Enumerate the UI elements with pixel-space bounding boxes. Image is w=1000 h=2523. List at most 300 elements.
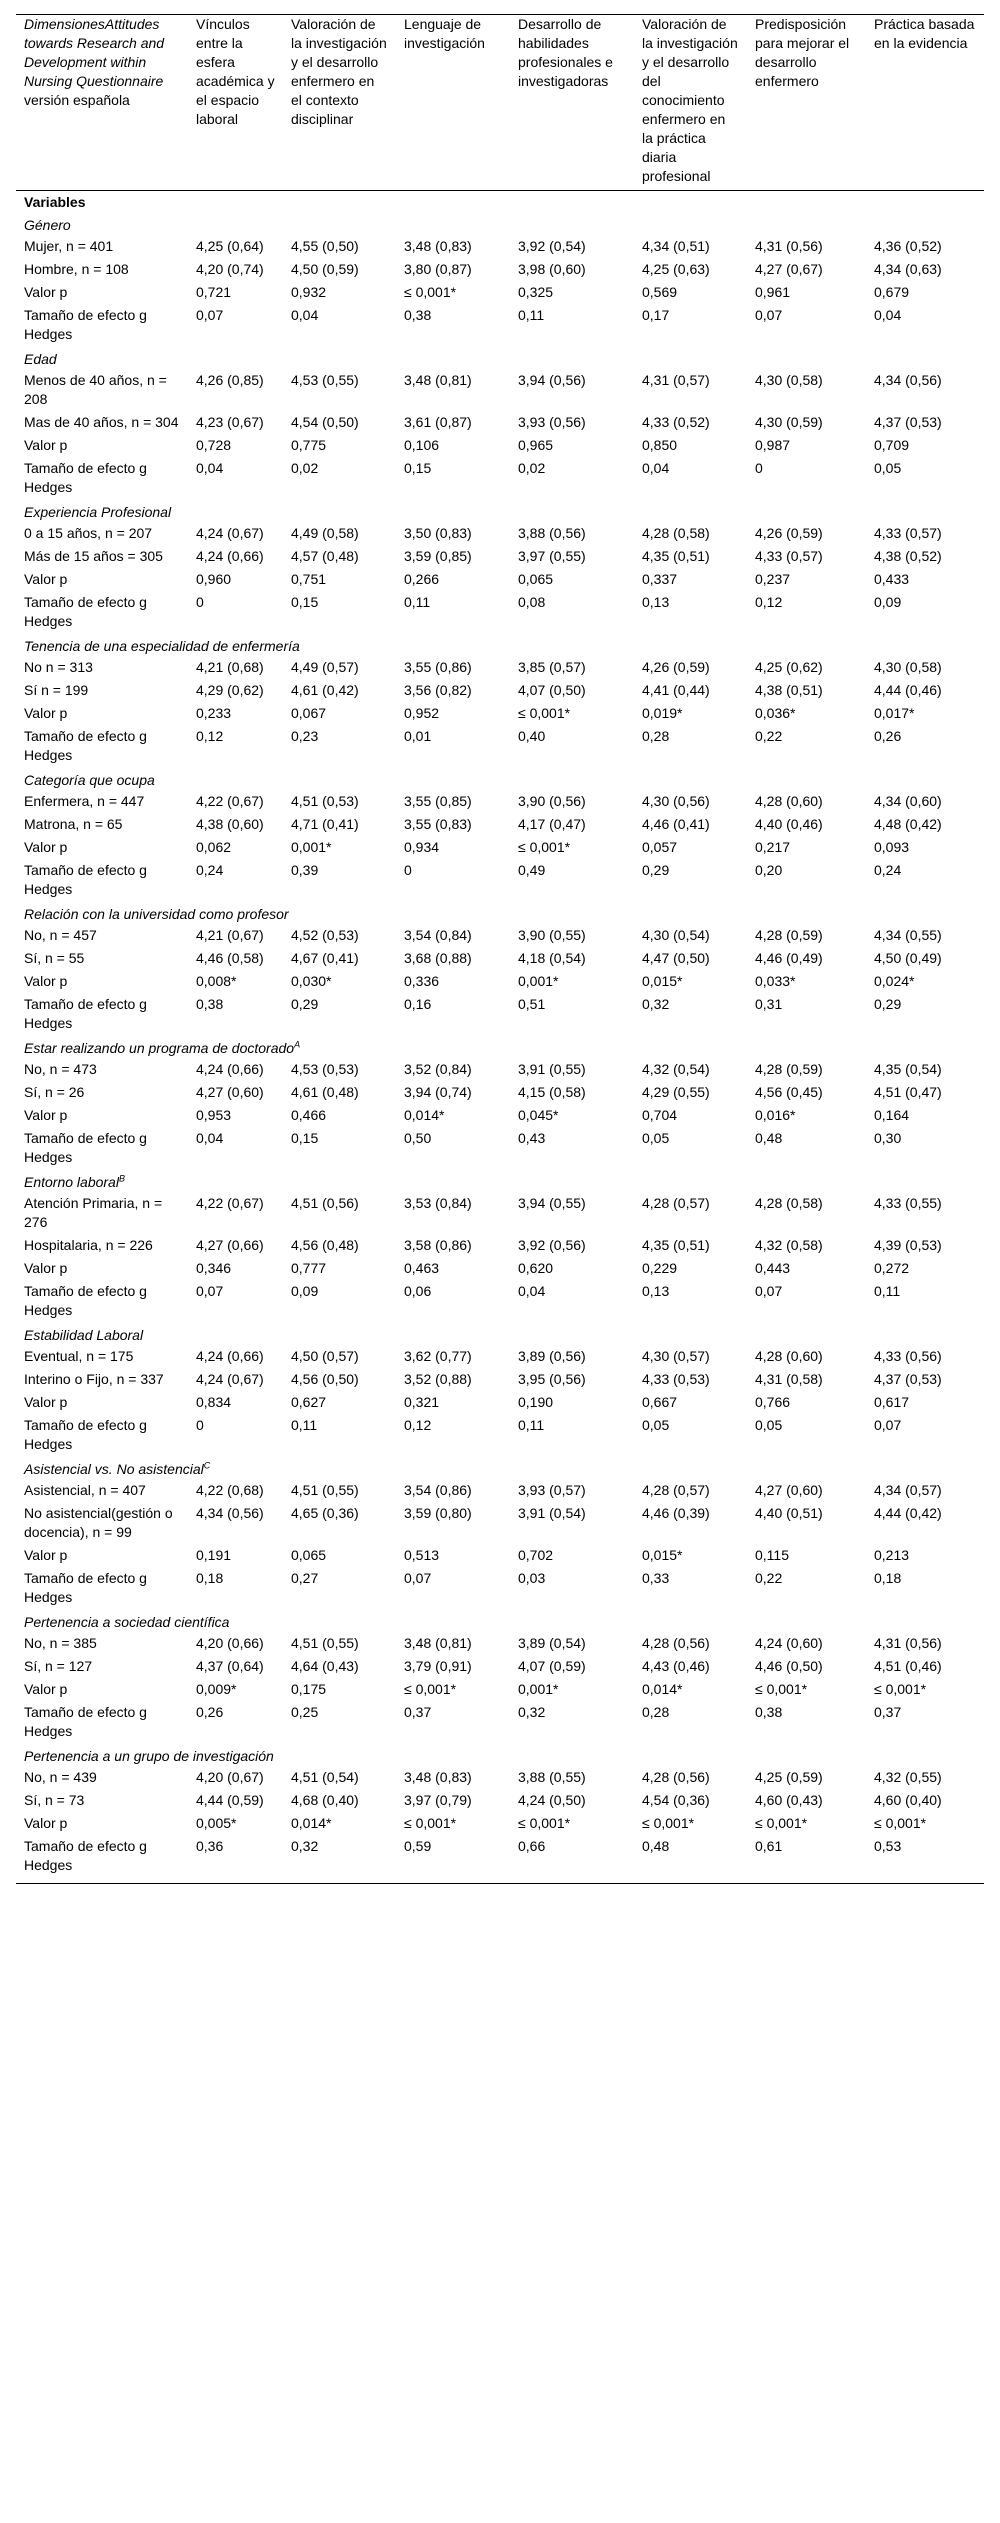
group-title: Categoría que ocupa — [24, 772, 155, 788]
table-cell: ≤ 0,001* — [518, 705, 571, 721]
table-cell: 3,54 (0,84) — [404, 927, 472, 943]
table-cell: 4,28 (0,59) — [755, 1061, 823, 1077]
table-cell: 0,02 — [291, 460, 319, 476]
table-cell: 0,024* — [874, 973, 915, 989]
table-cell: 4,27 (0,67) — [755, 261, 823, 277]
table-cell: 0,22 — [755, 1570, 783, 1586]
table-cell: 0,29 — [642, 862, 670, 878]
table-cell: 3,93 (0,57) — [518, 1482, 586, 1498]
table-cell: 0,005* — [196, 1815, 237, 1831]
table-cell: 0,23 — [291, 728, 319, 744]
table-cell: 4,33 (0,57) — [874, 525, 942, 541]
table-cell: 4,28 (0,57) — [642, 1482, 710, 1498]
table-cell: 4,28 (0,58) — [642, 525, 710, 541]
table-cell: 0,065 — [291, 1547, 327, 1563]
table-cell: 3,55 (0,85) — [404, 793, 472, 809]
table-cell: 4,36 (0,52) — [874, 238, 942, 254]
table-cell: 0,017* — [874, 705, 915, 721]
row-label: Valor p — [24, 1394, 68, 1410]
row-label: No, n = 439 — [24, 1769, 97, 1785]
table-cell: 0,620 — [518, 1260, 554, 1276]
row-label: Tamaño de efecto g Hedges — [24, 594, 147, 629]
table-cell: 4,51 (0,55) — [291, 1635, 359, 1651]
table-row — [16, 1703, 984, 1745]
table-cell: 0,22 — [755, 728, 783, 744]
table-cell: 0,38 — [196, 996, 224, 1012]
table-cell: 0,067 — [291, 705, 327, 721]
table-cell: 0,627 — [291, 1394, 327, 1410]
table-cell: 4,27 (0,60) — [755, 1482, 823, 1498]
row-label: Sí, n = 26 — [24, 1084, 85, 1100]
table-cell: 3,93 (0,56) — [518, 414, 586, 430]
table-cell: 0,61 — [755, 1838, 783, 1854]
group-title: Estar realizando un programa de doctorado — [24, 1040, 295, 1056]
table-cell: 4,51 (0,47) — [874, 1084, 942, 1100]
table-cell: 4,51 (0,46) — [874, 1658, 942, 1674]
table-cell: 3,91 (0,55) — [518, 1061, 586, 1077]
table-row — [16, 1282, 984, 1324]
table-cell: 0,775 — [291, 437, 327, 453]
group-title: Relación con la universidad como profesor — [24, 906, 289, 922]
table-cell: 4,44 (0,59) — [196, 1792, 264, 1808]
table-cell: 0,02 — [518, 460, 546, 476]
table-cell: 3,55 (0,86) — [404, 659, 472, 675]
table-row — [16, 1129, 984, 1171]
group-title: Asistencial vs. No asistencial — [24, 1461, 204, 1477]
group-row — [16, 1458, 984, 1481]
table-cell: 3,68 (0,88) — [404, 950, 472, 966]
table-cell: 3,79 (0,91) — [404, 1658, 472, 1674]
table-cell: 4,40 (0,51) — [755, 1505, 823, 1521]
table-cell: 0,346 — [196, 1260, 232, 1276]
table-cell: 4,30 (0,59) — [755, 414, 823, 430]
table-cell: 4,34 (0,56) — [196, 1505, 264, 1521]
row-label: 0 a 15 años, n = 207 — [24, 525, 153, 541]
table-row — [16, 524, 984, 547]
table-cell: 0,164 — [874, 1107, 910, 1123]
table-row — [16, 1393, 984, 1416]
table-cell: 3,97 (0,55) — [518, 548, 586, 564]
table-cell: 0,27 — [291, 1570, 319, 1586]
row-label: Interino o Fijo, n = 337 — [24, 1371, 164, 1387]
table-row — [16, 995, 984, 1037]
table-cell: 3,52 (0,84) — [404, 1061, 472, 1077]
table-cell: 0,37 — [404, 1704, 432, 1720]
row-label: Enfermera, n = 447 — [24, 793, 145, 809]
row-label: Sí n = 199 — [24, 682, 89, 698]
column-header: Valoración de la investigación y el desarrollo enfermero en el contexto disciplinar — [291, 16, 387, 127]
table-cell: 0,37 — [874, 1704, 902, 1720]
table-cell: 0,11 — [874, 1283, 901, 1299]
table-cell: 0,59 — [404, 1838, 432, 1854]
table-cell: 0,07 — [196, 307, 224, 323]
table-cell: 4,35 (0,51) — [642, 1237, 710, 1253]
table-cell: 4,22 (0,68) — [196, 1482, 264, 1498]
row-label: Tamaño de efecto g Hedges — [24, 1130, 147, 1165]
table-row — [16, 1370, 984, 1393]
table-cell: 4,60 (0,40) — [874, 1792, 942, 1808]
table-row — [16, 861, 984, 903]
table-cell: 0,26 — [196, 1704, 224, 1720]
table-cell: 0,66 — [518, 1838, 546, 1854]
column-header: Vínculos entre la esfera académica y el espacio laboral — [196, 16, 275, 127]
table-row — [16, 681, 984, 704]
table-cell: 0,32 — [518, 1704, 546, 1720]
group-title: Edad — [24, 351, 57, 367]
table-cell: 4,49 (0,57) — [291, 659, 359, 675]
table-row — [16, 838, 984, 861]
table-row — [16, 459, 984, 501]
row-label: No, n = 473 — [24, 1061, 97, 1077]
table-cell: 4,52 (0,53) — [291, 927, 359, 943]
column-header: Práctica basada en la evidencia — [874, 16, 975, 51]
table-cell: 0,16 — [404, 996, 432, 1012]
table-cell: 4,26 (0,59) — [755, 525, 823, 541]
table-cell: 3,48 (0,81) — [404, 372, 472, 388]
dimension-title-plain: versión española — [24, 92, 130, 108]
table-cell: 0,12 — [196, 728, 224, 744]
table-cell: 4,24 (0,67) — [196, 525, 264, 541]
table-cell: ≤ 0,001* — [874, 1815, 927, 1831]
table-cell: 3,53 (0,84) — [404, 1195, 472, 1211]
group-title-cell — [16, 1037, 984, 1060]
table-cell: 3,92 (0,54) — [518, 238, 586, 254]
table-cell: 4,55 (0,50) — [291, 238, 359, 254]
table-row — [16, 1546, 984, 1569]
table-cell: 3,85 (0,57) — [518, 659, 586, 675]
table-row — [16, 547, 984, 570]
table-cell: 3,90 (0,55) — [518, 927, 586, 943]
table-cell: 4,31 (0,56) — [874, 1635, 942, 1651]
table-cell: 0,07 — [196, 1283, 224, 1299]
table-cell: 4,44 (0,42) — [874, 1505, 942, 1521]
table-cell: 0,443 — [755, 1260, 791, 1276]
table-cell: ≤ 0,001* — [874, 1681, 927, 1697]
group-title: Pertenencia a un grupo de investigación — [24, 1748, 274, 1764]
table-cell: 0,062 — [196, 839, 232, 855]
table-cell: 4,29 (0,62) — [196, 682, 264, 698]
table-row — [16, 1347, 984, 1370]
row-label: Sí, n = 55 — [24, 950, 85, 966]
table-cell: 4,61 (0,48) — [291, 1084, 359, 1100]
row-label: Valor p — [24, 973, 68, 989]
table-cell: 4,32 (0,54) — [642, 1061, 710, 1077]
table-cell: 4,28 (0,56) — [642, 1769, 710, 1785]
table-cell: 4,30 (0,57) — [642, 1348, 710, 1364]
table-cell: 4,07 (0,50) — [518, 682, 586, 698]
table-cell: 0,24 — [196, 862, 224, 878]
table-cell: 3,92 (0,56) — [518, 1237, 586, 1253]
row-label: No n = 313 — [24, 659, 93, 675]
table-row — [16, 1791, 984, 1814]
table-cell: 4,22 (0,67) — [196, 1195, 264, 1211]
table-row — [16, 413, 984, 436]
table-cell: 4,28 (0,58) — [755, 1195, 823, 1211]
table-cell: 0,32 — [642, 996, 670, 1012]
table-cell: 4,30 (0,58) — [755, 372, 823, 388]
dimension-header — [16, 15, 188, 191]
table-cell: 4,53 (0,55) — [291, 372, 359, 388]
table-cell: 0,15 — [291, 594, 319, 610]
table-row — [16, 371, 984, 413]
row-label: Mas de 40 años, n = 304 — [24, 414, 179, 430]
table-cell: 0,48 — [755, 1130, 783, 1146]
table-cell: 0,05 — [642, 1417, 670, 1433]
table-cell: 4,34 (0,63) — [874, 261, 942, 277]
table-cell: 0,850 — [642, 437, 678, 453]
table-cell: 0,728 — [196, 437, 232, 453]
table-body — [16, 191, 984, 1884]
table-row — [16, 1680, 984, 1703]
table-cell: 0,702 — [518, 1547, 554, 1563]
table-cell: 0,057 — [642, 839, 678, 855]
group-row — [16, 1745, 984, 1768]
table-row — [16, 1837, 984, 1884]
variables-row — [16, 191, 984, 215]
group-row — [16, 1171, 984, 1194]
table-cell: ≤ 0,001* — [518, 839, 571, 855]
table-row — [16, 237, 984, 260]
table-cell: 4,51 (0,53) — [291, 793, 359, 809]
table-cell: 4,71 (0,41) — [291, 816, 359, 832]
table-cell: 0,11 — [291, 1417, 318, 1433]
table-cell: 0,016* — [755, 1107, 796, 1123]
table-cell: 0,05 — [642, 1130, 670, 1146]
table-cell: 0,28 — [642, 728, 670, 744]
table-cell: 0,33 — [642, 1570, 670, 1586]
row-label: No, n = 385 — [24, 1635, 97, 1651]
table-cell: 4,24 (0,50) — [518, 1792, 586, 1808]
results-table-container — [16, 14, 984, 1884]
table-cell: 4,67 (0,41) — [291, 950, 359, 966]
table-cell: 4,35 (0,51) — [642, 548, 710, 564]
table-cell: 0,36 — [196, 1838, 224, 1854]
table-cell: 4,38 (0,52) — [874, 548, 942, 564]
table-cell: 3,88 (0,56) — [518, 525, 586, 541]
table-cell: 0,15 — [291, 1130, 319, 1146]
table-cell: 0,014* — [404, 1107, 445, 1123]
table-cell: 4,30 (0,56) — [642, 793, 710, 809]
table-cell: 3,94 (0,55) — [518, 1195, 586, 1211]
group-row — [16, 1037, 984, 1060]
table-cell: 0,014* — [642, 1681, 683, 1697]
table-row — [16, 1481, 984, 1504]
group-title-cell — [16, 1324, 984, 1347]
table-cell: 0,721 — [196, 284, 232, 300]
table-cell: 0,190 — [518, 1394, 554, 1410]
table-cell: 0,05 — [874, 460, 902, 476]
table-cell: 0,43 — [518, 1130, 546, 1146]
table-cell: 4,65 (0,36) — [291, 1505, 359, 1521]
table-cell: ≤ 0,001* — [404, 284, 457, 300]
table-cell: 0,20 — [755, 862, 783, 878]
table-cell: 4,25 (0,62) — [755, 659, 823, 675]
table-cell: 4,48 (0,42) — [874, 816, 942, 832]
table-cell: 0,987 — [755, 437, 791, 453]
table-cell: 0,213 — [874, 1547, 910, 1563]
table-cell: 0,960 — [196, 571, 232, 587]
table-cell: 3,55 (0,83) — [404, 816, 472, 832]
table-cell: 0,32 — [291, 1838, 319, 1854]
table-cell: 4,56 (0,50) — [291, 1371, 359, 1387]
row-label: Tamaño de efecto g Hedges — [24, 460, 147, 495]
table-cell: 0,953 — [196, 1107, 232, 1123]
table-row — [16, 260, 984, 283]
row-label: Tamaño de efecto g Hedges — [24, 1704, 147, 1739]
table-cell: 0,001* — [291, 839, 332, 855]
group-row — [16, 635, 984, 658]
table-cell: 0,12 — [404, 1417, 432, 1433]
table-cell: 4,28 (0,57) — [642, 1195, 710, 1211]
table-cell: 0,704 — [642, 1107, 678, 1123]
table-cell: 4,18 (0,54) — [518, 950, 586, 966]
table-cell: 0,49 — [518, 862, 546, 878]
table-row — [16, 283, 984, 306]
table-cell: 0,834 — [196, 1394, 232, 1410]
table-cell: 0,07 — [404, 1570, 432, 1586]
table-cell: 0,09 — [874, 594, 902, 610]
table-cell: 4,56 (0,48) — [291, 1237, 359, 1253]
table-cell: 0,28 — [642, 1704, 670, 1720]
group-title-cell — [16, 1745, 984, 1768]
table-cell: 0,321 — [404, 1394, 440, 1410]
table-row — [16, 972, 984, 995]
table-cell: 4,23 (0,67) — [196, 414, 264, 430]
table-cell: 0,961 — [755, 284, 791, 300]
table-cell: 3,52 (0,88) — [404, 1371, 472, 1387]
table-cell: 0,433 — [874, 571, 910, 587]
table-cell: 0,06 — [404, 1283, 432, 1299]
group-title: Estabilidad Laboral — [24, 1327, 144, 1343]
table-cell: 4,34 (0,60) — [874, 793, 942, 809]
table-row — [16, 1634, 984, 1657]
table-cell: 0,617 — [874, 1394, 910, 1410]
group-row — [16, 1324, 984, 1347]
row-label: Valor p — [24, 839, 68, 855]
group-title: Entorno laboral — [24, 1174, 119, 1190]
table-cell: 0,39 — [291, 862, 319, 878]
table-cell: 4,34 (0,56) — [874, 372, 942, 388]
table-cell: 4,31 (0,58) — [755, 1371, 823, 1387]
table-cell: 0,014* — [291, 1815, 332, 1831]
table-row — [16, 1060, 984, 1083]
table-row — [16, 593, 984, 635]
table-cell: 0,31 — [755, 996, 783, 1012]
footnote-marker: A — [294, 1039, 301, 1050]
table-cell: 4,39 (0,53) — [874, 1237, 942, 1253]
table-cell: 4,07 (0,59) — [518, 1658, 586, 1674]
table-cell: 4,61 (0,42) — [291, 682, 359, 698]
table-cell: 3,62 (0,77) — [404, 1348, 472, 1364]
table-cell: 4,46 (0,49) — [755, 950, 823, 966]
table-cell: 4,50 (0,49) — [874, 950, 942, 966]
table-cell: 4,68 (0,40) — [291, 1792, 359, 1808]
table-row — [16, 570, 984, 593]
table-cell: 4,32 (0,58) — [755, 1237, 823, 1253]
table-row — [16, 306, 984, 348]
group-title: Género — [24, 217, 71, 233]
table-cell: 0,08 — [518, 594, 546, 610]
row-label: Tamaño de efecto g Hedges — [24, 996, 147, 1031]
row-label: Valor p — [24, 1681, 68, 1697]
table-cell: 4,37 (0,64) — [196, 1658, 264, 1674]
table-cell: 4,47 (0,50) — [642, 950, 710, 966]
table-cell: 4,24 (0,67) — [196, 1371, 264, 1387]
table-cell: 0,229 — [642, 1260, 678, 1276]
table-cell: 0,53 — [874, 1838, 902, 1854]
table-row — [16, 1569, 984, 1611]
table-cell: 0,233 — [196, 705, 232, 721]
table-cell: 4,51 (0,54) — [291, 1769, 359, 1785]
group-title-cell — [16, 214, 984, 237]
table-row — [16, 949, 984, 972]
table-cell: 0,266 — [404, 571, 440, 587]
column-header: Lenguaje de investigación — [404, 16, 485, 51]
table-cell: 0,09 — [291, 1283, 319, 1299]
table-cell: 4,46 (0,39) — [642, 1505, 710, 1521]
table-row — [16, 926, 984, 949]
table-cell: 0,466 — [291, 1107, 327, 1123]
row-label: Menos de 40 años, n = 208 — [24, 372, 167, 407]
table-cell: 4,28 (0,60) — [755, 1348, 823, 1364]
table-cell: 0,030* — [291, 973, 332, 989]
table-cell: 4,38 (0,60) — [196, 816, 264, 832]
column-header: Desarrollo de habilidades profesionales e investigadoras — [518, 16, 613, 89]
table-cell: 4,24 (0,66) — [196, 1348, 264, 1364]
table-cell: 0,04 — [196, 1130, 224, 1146]
table-cell: ≤ 0,001* — [642, 1815, 695, 1831]
row-label: Hospitalaria, n = 226 — [24, 1237, 153, 1253]
table-cell: 0,11 — [404, 594, 431, 610]
table-row — [16, 1814, 984, 1837]
table-cell: 0,093 — [874, 839, 910, 855]
table-cell: 0 — [404, 862, 412, 878]
table-cell: 0,38 — [404, 307, 432, 323]
group-title-cell — [16, 1171, 984, 1194]
table-cell: 3,54 (0,86) — [404, 1482, 472, 1498]
table-cell: 3,59 (0,85) — [404, 548, 472, 564]
row-label: Valor p — [24, 1260, 68, 1276]
row-label: Más de 15 años = 305 — [24, 548, 163, 564]
table-cell: 0,07 — [874, 1417, 902, 1433]
table-cell: 4,46 (0,41) — [642, 816, 710, 832]
table-cell: 4,34 (0,51) — [642, 238, 710, 254]
table-row — [16, 1657, 984, 1680]
table-cell: 0,04 — [518, 1283, 546, 1299]
row-label: Tamaño de efecto g Hedges — [24, 1417, 147, 1452]
table-cell: 3,88 (0,55) — [518, 1769, 586, 1785]
table-row — [16, 1194, 984, 1236]
table-row — [16, 792, 984, 815]
table-cell: 0,04 — [196, 460, 224, 476]
group-title: Experiencia Profesional — [24, 504, 172, 520]
table-cell: 0,015* — [642, 973, 683, 989]
table-cell: 4,41 (0,44) — [642, 682, 710, 698]
table-cell: 0,07 — [755, 1283, 783, 1299]
table-cell: 0,934 — [404, 839, 440, 855]
table-cell: 3,48 (0,83) — [404, 238, 472, 254]
table-cell: 4,51 (0,56) — [291, 1195, 359, 1211]
table-cell: 0,777 — [291, 1260, 327, 1276]
table-cell: 4,43 (0,46) — [642, 1658, 710, 1674]
table-cell: 0,29 — [291, 996, 319, 1012]
table-cell: 0,40 — [518, 728, 546, 744]
table-cell: 3,59 (0,80) — [404, 1505, 472, 1521]
table-cell: 3,80 (0,87) — [404, 261, 472, 277]
table-cell: 3,50 (0,83) — [404, 525, 472, 541]
table-row — [16, 436, 984, 459]
table-cell: 4,49 (0,58) — [291, 525, 359, 541]
